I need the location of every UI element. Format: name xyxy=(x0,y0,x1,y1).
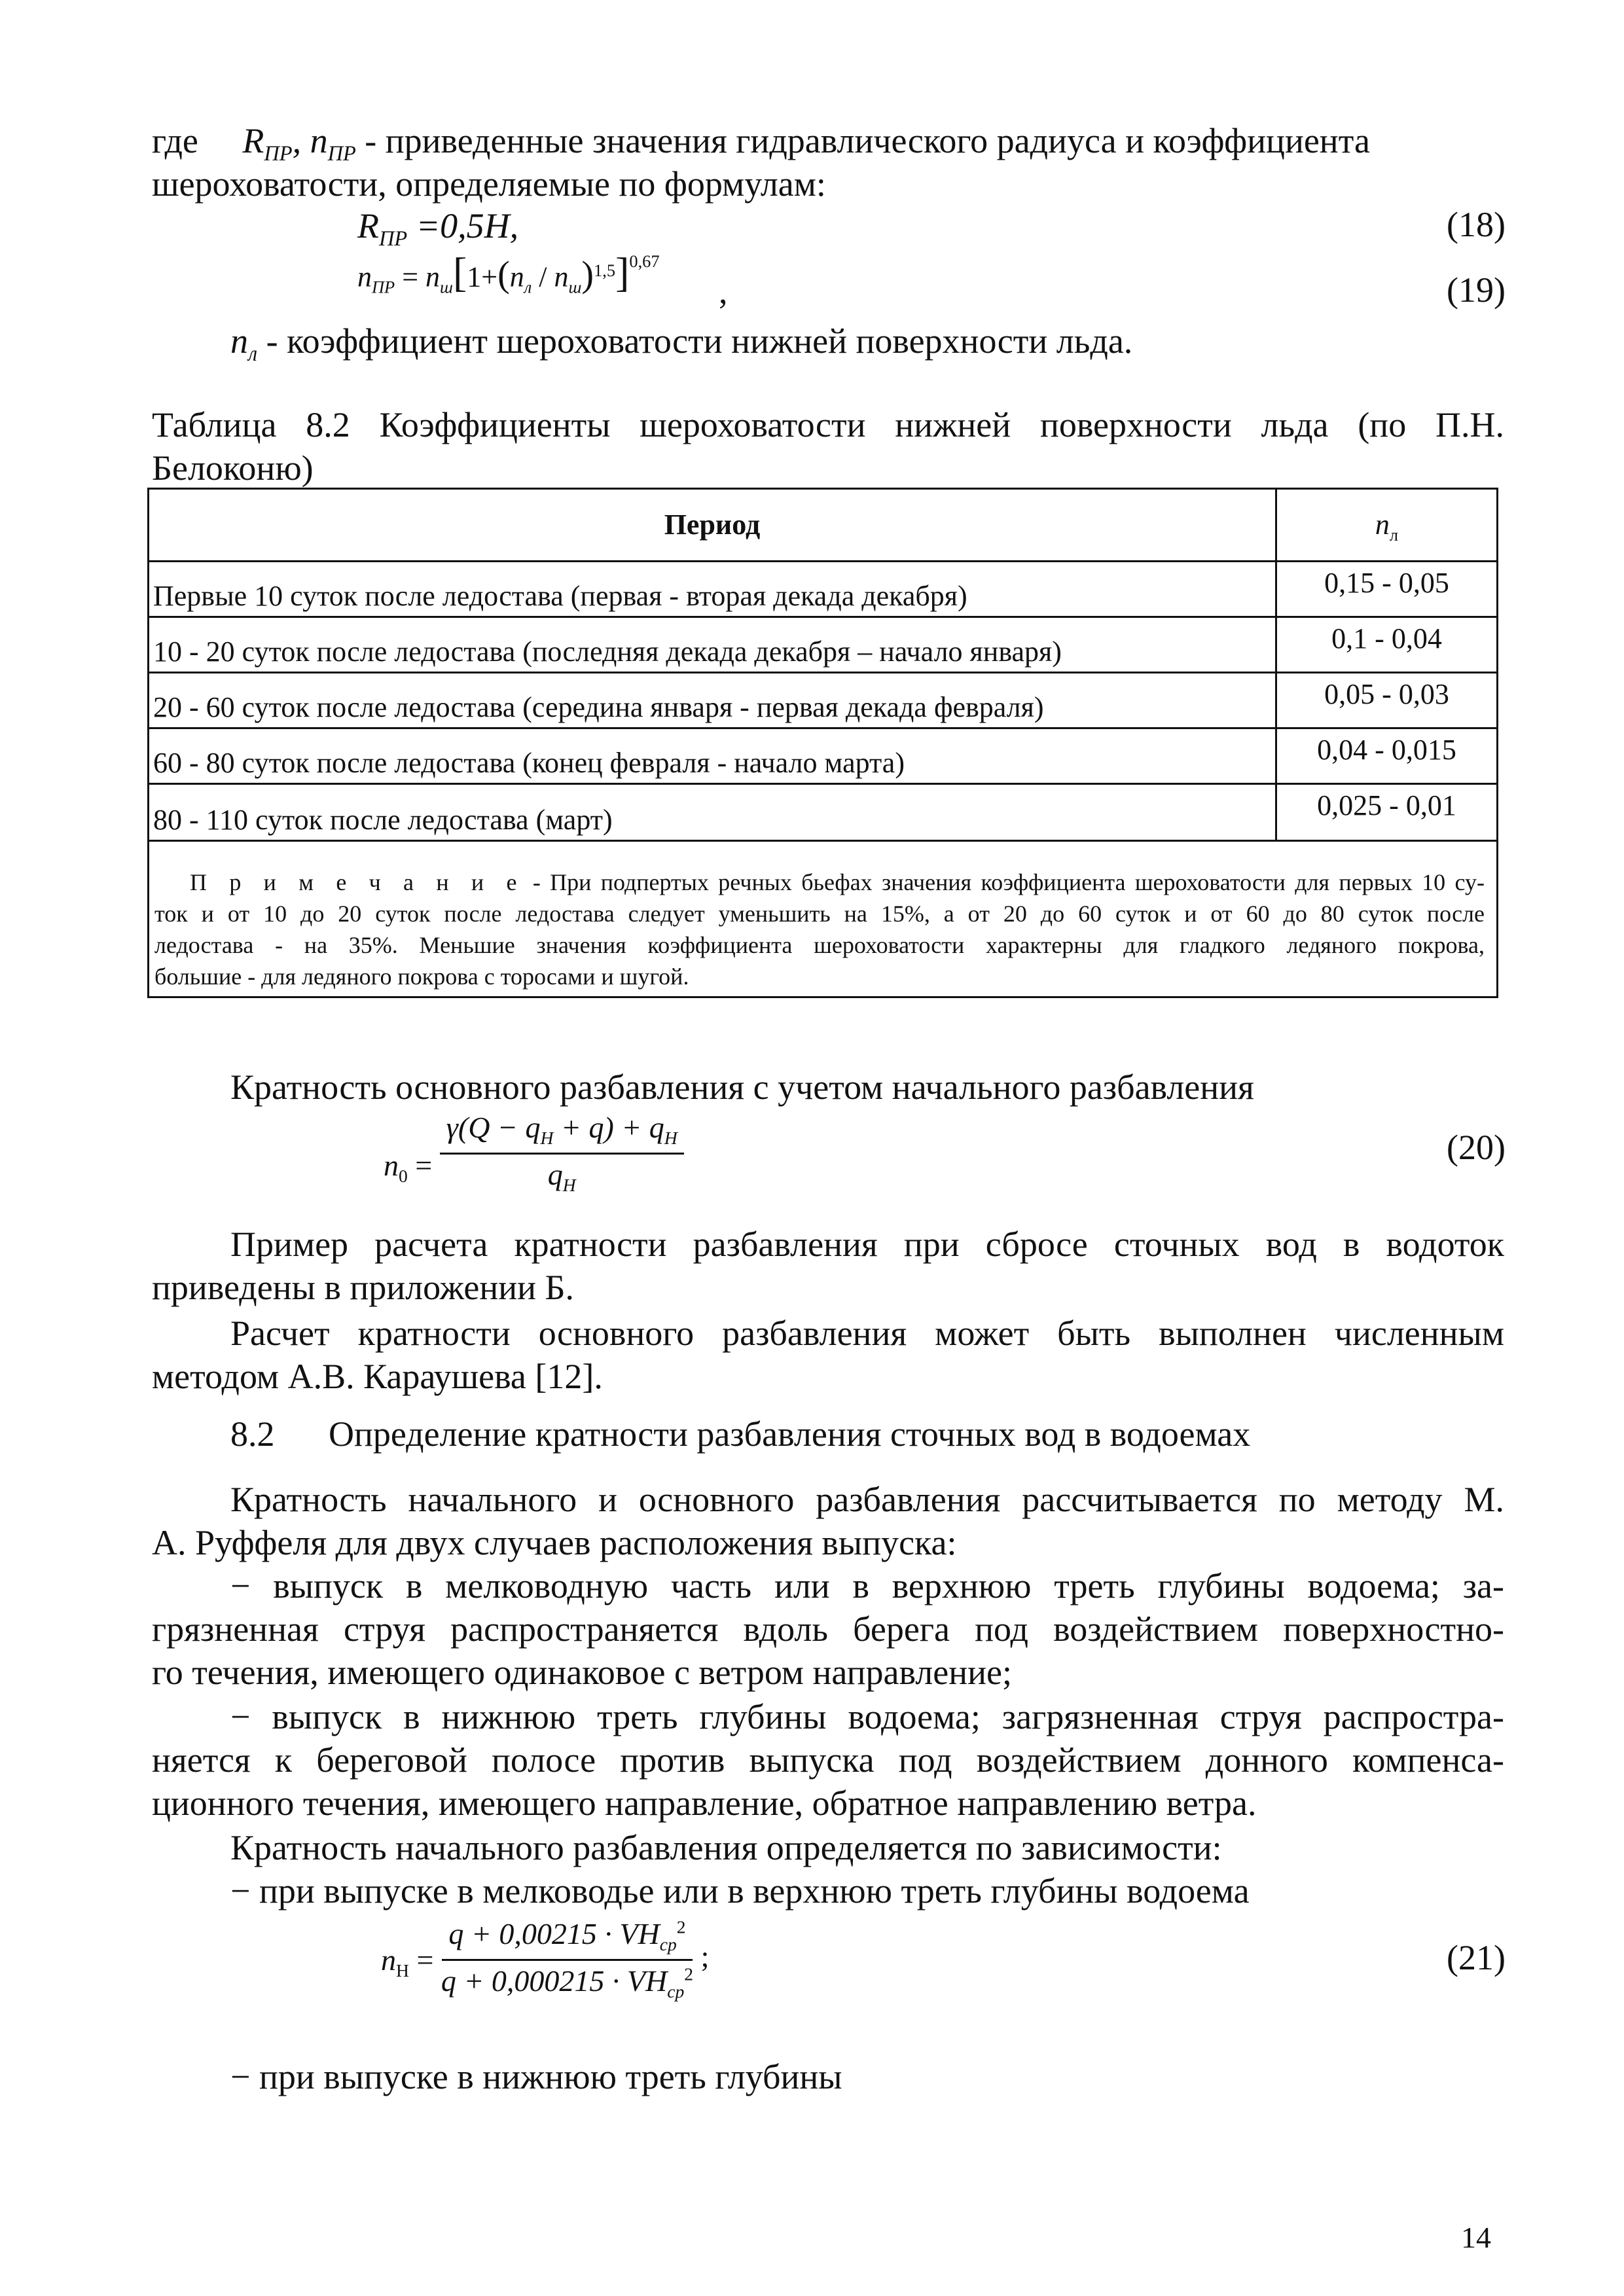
bullet-2-line-1: − выпуск в нижнюю треть глубины водоема; загрязненная струя распростра- xyxy=(230,1697,1504,1736)
note-line-1: - При подпертых речных бьефах значения коэффициента шероховатости для первых 10 су- xyxy=(523,869,1485,895)
table-cell-n: 0,1 - 0,04 xyxy=(1331,622,1442,655)
karaushev-line-2: методом А.В. Караушева [12]. xyxy=(152,1357,603,1396)
equation-20-number: (20) xyxy=(1447,1128,1506,1167)
bullet-1-line-3: го течения, имеющего одинаковое с ветром направление; xyxy=(152,1653,1012,1692)
bullet-4: − при выпуске в нижнюю треть глубины xyxy=(230,2057,842,2096)
note-line-2: ток и от 10 до 20 суток после ледостава следует уменьшить на 15%, а от 20 до 60 суток и от 60 до 80 суток после xyxy=(154,901,1485,927)
page-number: 14 xyxy=(1461,2221,1491,2254)
bullet-3: − при выпуске в мелководье или в верхнюю треть глубины водоема xyxy=(230,1871,1250,1910)
equation-21: $n_H$ = $\frac{q + 0,00215 \cdot VH_{ср}^2}{q + 0,000215 \cdot VH_{ср}^2}$ ; xyxy=(381,1916,710,2002)
section-number: 8.2 xyxy=(230,1414,275,1454)
table-cell-period: 60 - 80 суток после ледостава (конец февраля - начало марта) xyxy=(153,747,905,779)
table-cell-n: 0,15 - 0,05 xyxy=(1324,567,1449,599)
table-row xyxy=(149,785,1496,842)
table-row xyxy=(149,618,1496,673)
note-label: П р и м е ч а н и е xyxy=(190,869,524,895)
table-cell-period: Первые 10 суток после ледостава (первая - вторая декада декабря) xyxy=(153,580,967,612)
table-row xyxy=(149,729,1496,785)
section-title: Определение кратности разбавления сточных вод в водоемах xyxy=(329,1414,1251,1454)
bullet-1-line-1: − выпуск в мелководную часть или в верхнюю треть глубины водоема; за- xyxy=(230,1566,1504,1605)
main-dilution-text: Кратность основного разбавления с учетом начального разбавления xyxy=(230,1067,1254,1107)
equation-19-number: (19) xyxy=(1447,270,1506,310)
equation-19-comma: , xyxy=(719,272,728,311)
intro-line-2: шероховатости, определяемые по формулам: xyxy=(152,164,826,204)
equation-21-number: (21) xyxy=(1447,1938,1506,1977)
table-cell-n: 0,05 - 0,03 xyxy=(1324,678,1449,710)
karaushev-line-1: Расчет кратности основного разбавления может быть выполнен численным xyxy=(230,1314,1504,1353)
equation-18-number: (18) xyxy=(1447,205,1506,244)
table-cell-period: 80 - 110 суток после ледостава (март) xyxy=(153,804,613,836)
ruffel-line-2: А. Руффеля для двух случаев расположения выпуска: xyxy=(152,1523,957,1562)
table-caption-line-2: Белоконю) xyxy=(152,448,314,488)
note-line-3: ледостава - на 35%. Меньшие значения коэффициента шероховатости характерны для гладкого ледяного покрова, xyxy=(154,932,1485,958)
initial-dilution-text: Кратность начального разбавления определяется по зависимости: xyxy=(230,1828,1222,1867)
table-note xyxy=(154,867,1485,992)
note-line-4: большие - для ледяного покрова с торосами и шугой. xyxy=(154,963,689,990)
equation-18: $R_{ПР} =0,5H$, xyxy=(357,206,519,251)
intro-text: - приведенные значения гидравлического радиуса и коэффициента xyxy=(365,121,1370,160)
example-line-1: Пример расчета кратности разбавления при сбросе сточных вод в водоток xyxy=(230,1225,1504,1264)
table-header-row xyxy=(149,490,1496,562)
table-row xyxy=(149,673,1496,729)
equation-20: $n_0$ = $\frac{\gamma(Q - q_H + q) + q_H}{q_H}$ xyxy=(384,1110,684,1196)
header-period: Период xyxy=(664,509,761,541)
table-cell-period: 10 - 20 суток после ледостава (последняя декада декабря – начало января) xyxy=(153,636,1062,668)
equation-19: $n_{ПР} = n_ш[1+(n_л / n_ш)^{1,5}]^{0,67}$ xyxy=(357,249,660,297)
table-cell-n: 0,04 - 0,015 xyxy=(1317,734,1456,766)
table-row xyxy=(149,562,1496,618)
bullet-2-line-2: няется к береговой полосе против выпуска под воздействием донного компенса- xyxy=(152,1740,1504,1780)
nl-definition: $n_л$ - коэффициент шероховатости нижней поверхности льда. xyxy=(230,321,1133,366)
table-cell-period: 20 - 60 суток после ледостава (середина января - первая декада февраля) xyxy=(153,691,1044,723)
symbol-r-pr: $R_{ПР}$, $n_{ПР}$ xyxy=(242,121,356,166)
bullet-1-line-2: грязненная струя распространяется вдоль берега под воздействием поверхностно- xyxy=(152,1609,1504,1649)
bullet-2-line-3: ционного течения, имеющего направление, обратное направлению ветра. xyxy=(152,1784,1257,1823)
where-word: где xyxy=(152,121,198,160)
table-caption-line-1: Таблица 8.2 Коэффициенты шероховатости нижней поверхности льда (по П.Н. xyxy=(152,405,1504,444)
roughness-table xyxy=(147,488,1498,998)
header-n: $n_л$ xyxy=(1375,509,1399,545)
ruffel-line-1: Кратность начального и основного разбавления рассчитывается по методу М. xyxy=(230,1480,1504,1519)
table-cell-n: 0,025 - 0,01 xyxy=(1317,789,1456,821)
example-line-2: приведены в приложении Б. xyxy=(152,1268,575,1307)
